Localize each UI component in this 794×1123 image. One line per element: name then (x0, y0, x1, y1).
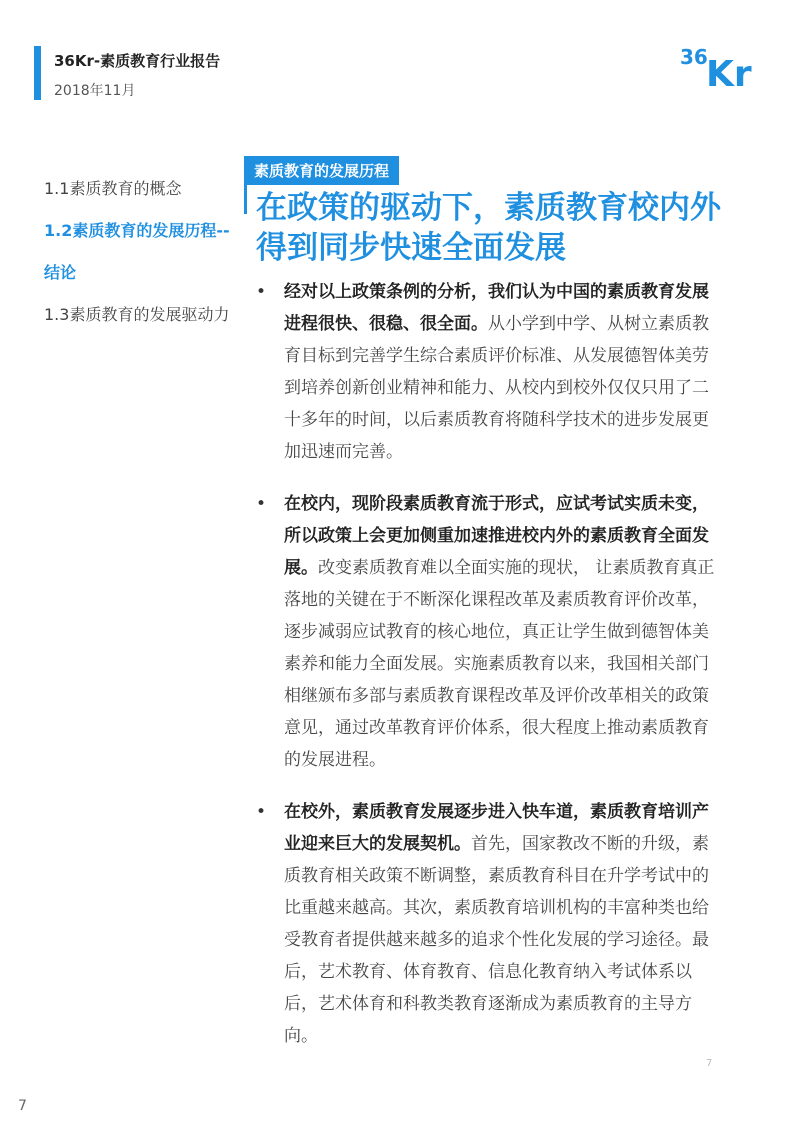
36kr-logo (680, 42, 766, 92)
bullet-dot-icon: • (256, 802, 267, 822)
bullet-dot-icon: • (256, 494, 267, 514)
toc-item-1-2[interactable]: 1.2素质教育的发展历程--结论 (44, 221, 230, 282)
header-accent-bar (34, 46, 41, 100)
bullet-list (254, 276, 724, 1072)
faint-page-mark: 7 (706, 1058, 713, 1069)
bullet-bold-text: 经对以上政策条例的分析，我们认为中国的素质教育发展进程很快、很稳、很全面。 (284, 282, 709, 334)
bullet-item (254, 796, 724, 1052)
bullet-body-text: 从小学到中学、从树立素质教育目标到完善学生综合素质评价标准、从发展德智体美劳到培养创新创业精神和能力、从校内到校外仅仅只用了二十多年的时间，以后素质教育将随科学技术的进步发展更加迅速而完善。 (284, 314, 709, 462)
toc-item-1-3[interactable]: 1.3素质教育的发展驱动力 (44, 305, 230, 324)
section-tag: 素质教育的发展历程 (244, 156, 399, 185)
bullet-body-text: 首先，国家教改不断的升级，素质教育相关政策不断调整，素质教育科目在升学考试中的比重越来越高。其次，素质教育培训机构的丰富种类也给受教育者提供越来越多的追求个性化发展的学习途径。最后，艺术教育、体育教育、信息化教育纳入考试体系以后，艺术体育和科教类教育逐渐成为素质教育的主导方向。 (284, 834, 709, 1046)
section-headline: 在政策的驱动下，素质教育校内外得到同步快速全面发展 (256, 190, 721, 266)
logo-small-text: 36 (680, 45, 708, 69)
bullet-dot-icon: • (256, 282, 267, 302)
page-number: 7 (18, 1098, 27, 1114)
table-of-contents (44, 168, 239, 336)
bullet-body-text: 改变素质教育难以全面实施的现状， 让素质教育真正落地的关键在于不断深化课程改革及素质教育评价改革，逐步减弱应试教育的核心地位，真正让学生做到德智体美素养和能力全面发展。实施素质教育以来，我国相关部门相继颁布多部与素质教育课程改革及评价改革相关的政策意见，通过改革教育评价体系，很大程度上推动素质教育的发展进程。 (284, 558, 715, 770)
logo-large-text: Kr (706, 54, 752, 92)
bullet-item (254, 488, 724, 776)
section-tag-wrapper (244, 156, 399, 185)
bullet-item (254, 276, 724, 468)
bullet-bold-text: 在校内，现阶段素质教育流于形式，应试考试实质未变，所以政策上会更加侧重加速推进校内外的素质教育全面发展。 (284, 494, 709, 578)
report-date: 2018年11月 (54, 83, 136, 99)
report-title: 36Kr-素质教育行业报告 (54, 52, 221, 70)
toc-item-1-1[interactable]: 1.1素质教育的概念 (44, 179, 182, 198)
bullet-bold-text: 在校外，素质教育发展逐步进入快车道，素质教育培训产业迎来巨大的发展契机。 (284, 802, 709, 854)
